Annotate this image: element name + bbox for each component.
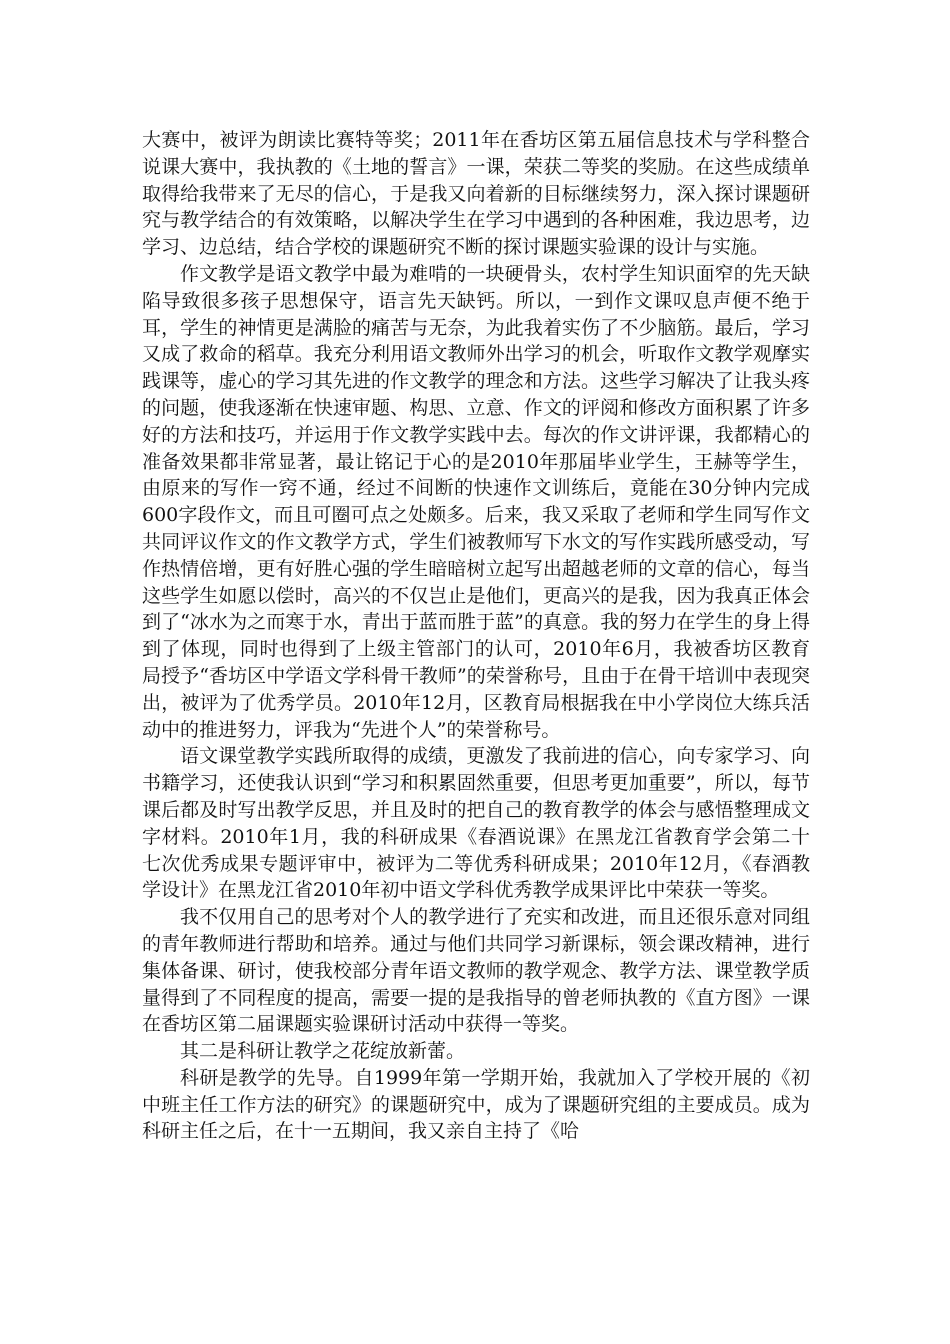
paragraph-research-guide: 科研是教学的先导。自1999年第一学期开始，我就加入了学校开展的《初中班主任工作方法的研究》的课题研究中，成为了课题研究组的主要成员。成为科研主任之后，在十一五期间，我又亲自主持了《哈: [142, 1066, 810, 1143]
paragraph-classroom-achievements: 语文课堂教学实践所取得的成绩，更激发了我前进的信心，向专家学习、向书籍学习，还使我认识到“学习和积累固然重要，但思考更加重要”，所以，每节课后都及时写出教学反思，并且及时的把自己的教育教学的体会与感悟整理成文字材料。2010年1月，我的科研成果《春酒说课》在黑龙江省教育学会第二十七次优秀成果专题评审中，被评为二等优秀科研成果；2010年12月，《春酒教学设计》在黑龙江省2010年初中语文学科优秀教学成果评比中荣获一等奖。: [142, 745, 810, 902]
paragraph-awards-continued: 大赛中，被评为朗读比赛特等奖；2011年在香坊区第五届信息技术与学科整合说课大赛中，我执教的《土地的誓言》一课，荣获二等奖的奖励。在这些成绩单取得给我带来了无尽的信心，于是我又向着新的目标继续努力，深入探讨课题研究与教学结合的有效策略，以解决学生在学习中遇到的各种困难，我边思考，边学习、边总结，结合学校的课题研究不断的探讨课题实验课的设计与实施。: [142, 129, 810, 259]
document-body: [142, 127, 810, 1145]
paragraph-research-heading: 其二是科研让教学之花绽放新蕾。: [180, 1040, 466, 1063]
paragraph-composition-teaching: 作文教学是语文教学中最为难啃的一块硬骨头，农村学生知识面窄的先天缺陷导致很多孩子思想保守，语言先天缺钙。所以，一到作文课叹息声便不绝于耳，学生的神情更是满脸的痛苦与无奈，为此我着实伤了不少脑筋。最后，学习又成了救命的稻草。我充分利用语文教师外出学习的机会，听取作文教学观摩实践课等，虚心的学习其先进的作文教学的理念和方法。这些学习解决了让我头疼的问题，使我逐渐在快速审题、构思、立意、作文的评阅和修改方面积累了许多好的方法和技巧，并运用于作文教学实践中去。每次的作文讲评课，我都精心的准备效果都非常显著，最让铭记于心的是2010年那届毕业学生，王赫等学生，由原来的写作一窍不通，经过不间断的快速作文训练后，竟能在30分钟内完成600字段作文，而且可圈可点之处颇多。后来，我又采取了老师和学生同写作文共同评议作文的作文教学方式，学生们被教师写下水文的写作实践所感受动，写作热情倍增，更有好胜心强的学生暗暗树立起写出超越老师的文章的信心，每当这些学生如愿以偿时，高兴的不仅岂止是他们，更高兴的是我，因为我真正体会到了“冰水为之而寒于水，青出于蓝而胜于蓝”的真意。我的努力在学生的身上得到了体现，同时也得到了上级主管部门的认可，2010年6月，我被香坊区教育局授予“香坊区中学语文学科骨干教师”的荣誉称号，且由于在骨干培训中表现突出，被评为了优秀学员。2010年12月，区教育局根据我在中小学岗位大练兵活动中的推进努力，评我为“先进个人”的荣誉称号。: [142, 262, 810, 741]
paragraph-mentoring-teachers: 我不仅用自己的思考对个人的教学进行了充实和改进，而且还很乐意对同组的青年教师进行帮助和培养。通过与他们共同学习新课标，领会课改精神，进行集体备课、研讨，使我校部分青年语文教师的教学观念、教学方法、课堂教学质量得到了不同程度的提高，需要一提的是我指导的曾老师执教的《直方图》一课在香坊区第二届课题实验课研讨活动中获得一等奖。: [142, 906, 810, 1036]
